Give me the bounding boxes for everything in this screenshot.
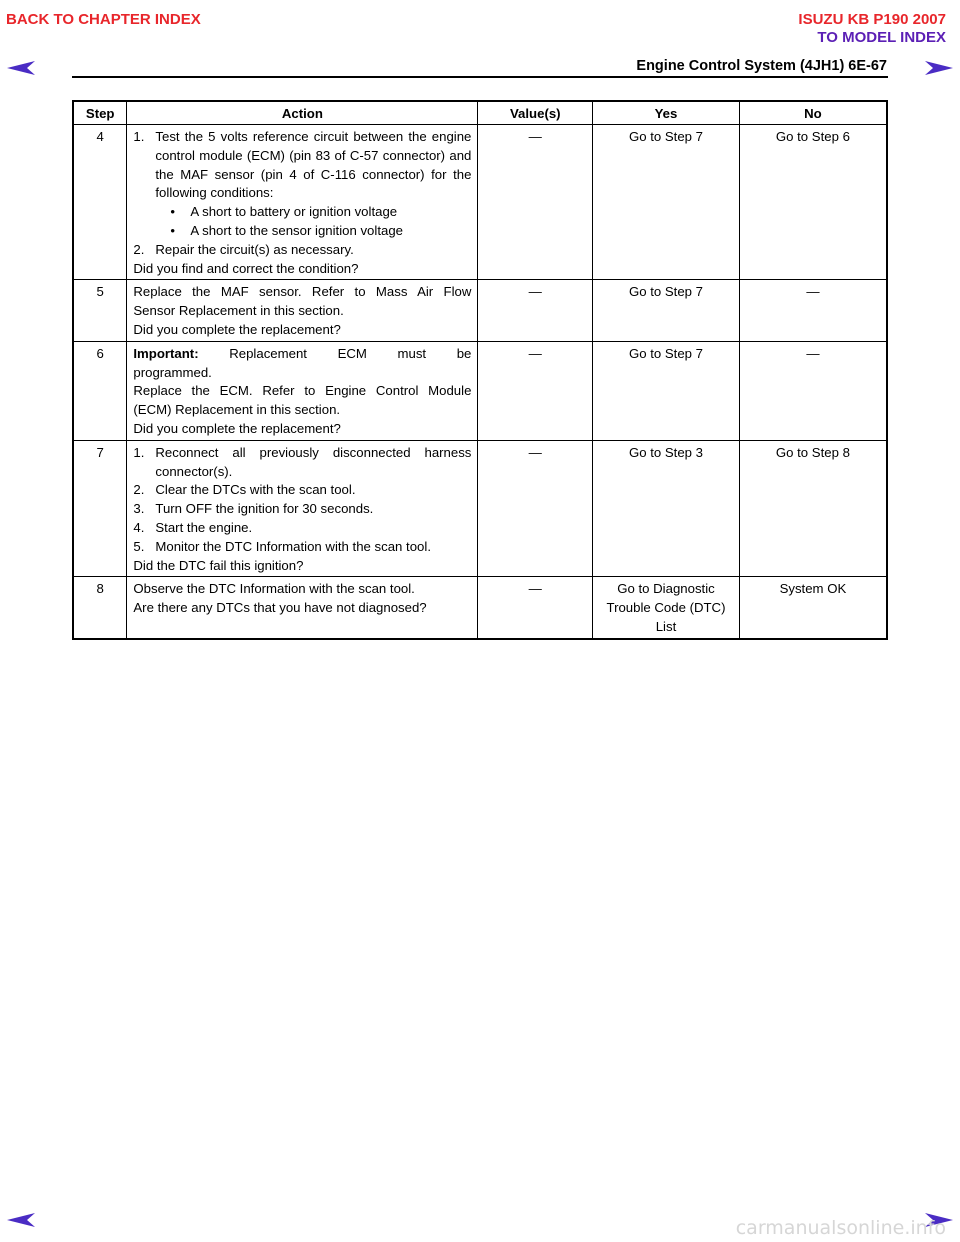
list-item: 5. Monitor the DTC Information with the scan tool. xyxy=(133,538,431,554)
action-line: Observe the DTC Information with the scan tool. xyxy=(133,581,415,597)
step-number: 6 xyxy=(73,341,127,440)
watermark: carmanualsonline.info xyxy=(735,1217,946,1239)
value-cell: — xyxy=(478,125,593,280)
to-model-index-link[interactable]: TO MODEL INDEX xyxy=(817,29,946,46)
action-cell xyxy=(127,341,478,440)
table-row xyxy=(73,125,887,280)
important-note: Important: Replacement ECM must be xyxy=(133,345,472,361)
table-row xyxy=(73,440,887,577)
action-line: (ECM) Replacement in this section. xyxy=(133,402,341,418)
column-header-no: No xyxy=(739,101,887,125)
question-text: Did you complete the replacement? xyxy=(133,420,341,436)
table-header-row xyxy=(73,101,887,125)
no-cell: — xyxy=(739,341,887,440)
action-cell xyxy=(127,440,478,577)
question-text: Did the DTC fail this ignition? xyxy=(133,557,304,573)
prev-page-arrow-icon[interactable] xyxy=(6,1210,36,1230)
question-text: Did you find and correct the condition? xyxy=(133,260,359,276)
step-number: 8 xyxy=(73,577,127,639)
table-row xyxy=(73,280,887,341)
table-row xyxy=(73,341,887,440)
model-title-link[interactable]: ISUZU KB P190 2007 xyxy=(798,11,946,28)
yes-cell: Go to Step 3 xyxy=(593,440,740,577)
back-to-chapter-index-link[interactable]: BACK TO CHAPTER INDEX xyxy=(6,11,201,28)
action-line: Replace the MAF sensor. Refer to Mass Air Flow xyxy=(133,284,472,300)
list-item: 4. Start the engine. xyxy=(133,519,253,535)
column-header-yes: Yes xyxy=(593,101,740,125)
action-line: programmed. xyxy=(133,364,212,380)
no-cell: System OK xyxy=(739,577,887,639)
action-line: Sensor Replacement in this section. xyxy=(133,303,344,319)
step-number: 5 xyxy=(73,280,127,341)
no-cell: — xyxy=(739,280,887,341)
yes-cell: Go to Step 7 xyxy=(593,280,740,341)
yes-cell: Go to Step 7 xyxy=(593,125,740,280)
bullet-icon: • xyxy=(170,222,176,238)
value-cell: — xyxy=(478,341,593,440)
bullet-item: • A short to the sensor ignition voltage xyxy=(133,222,471,241)
column-header-values: Value(s) xyxy=(478,101,593,125)
step-number: 7 xyxy=(73,440,127,577)
bullet-item: • A short to battery or ignition voltage xyxy=(133,203,471,222)
value-cell: — xyxy=(478,280,593,341)
column-header-action: Action xyxy=(127,101,478,125)
no-cell: Go to Step 8 xyxy=(739,440,887,577)
list-item: 3. Turn OFF the ignition for 30 seconds. xyxy=(133,501,374,517)
yes-line: List xyxy=(655,618,677,634)
yes-cell: Go to Step 7 xyxy=(593,341,740,440)
page-header-title: Engine Control System (4JH1) 6E-67 xyxy=(636,58,887,74)
diagnostic-procedure-table xyxy=(72,100,888,640)
bullet-icon: • xyxy=(170,204,176,220)
question-text: Are there any DTCs that you have not diagnosed? xyxy=(133,600,427,616)
column-header-step: Step xyxy=(73,101,127,125)
value-cell: — xyxy=(478,440,593,577)
list-item: 1. Test the 5 volts reference circuit between the engine control module (ECM) (pin 83 of C-57 connector) and the MAF sensor (pin 4 of C-116 connector) for the following conditions: xyxy=(133,129,472,201)
list-item: 2. Clear the DTCs with the scan tool. xyxy=(133,482,356,498)
action-line: Replace the ECM. Refer to Engine Control Module xyxy=(133,383,472,399)
list-item: 2. Repair the circuit(s) as necessary. xyxy=(133,241,354,257)
yes-cell xyxy=(593,577,740,639)
prev-page-arrow-icon[interactable] xyxy=(6,58,36,78)
yes-line: Trouble Code (DTC) xyxy=(606,600,726,616)
header-rule xyxy=(72,76,888,78)
list-item: 1. Reconnect all previously disconnected harness connector(s). xyxy=(133,444,472,479)
yes-line: Go to Diagnostic xyxy=(617,581,715,597)
action-cell xyxy=(127,577,478,639)
action-cell xyxy=(127,125,478,280)
next-page-arrow-icon[interactable] xyxy=(924,58,954,78)
action-cell xyxy=(127,280,478,341)
no-cell: Go to Step 6 xyxy=(739,125,887,280)
step-number: 4 xyxy=(73,125,127,280)
table-row xyxy=(73,577,887,639)
question-text: Did you complete the replacement? xyxy=(133,321,341,337)
value-cell: — xyxy=(478,577,593,639)
